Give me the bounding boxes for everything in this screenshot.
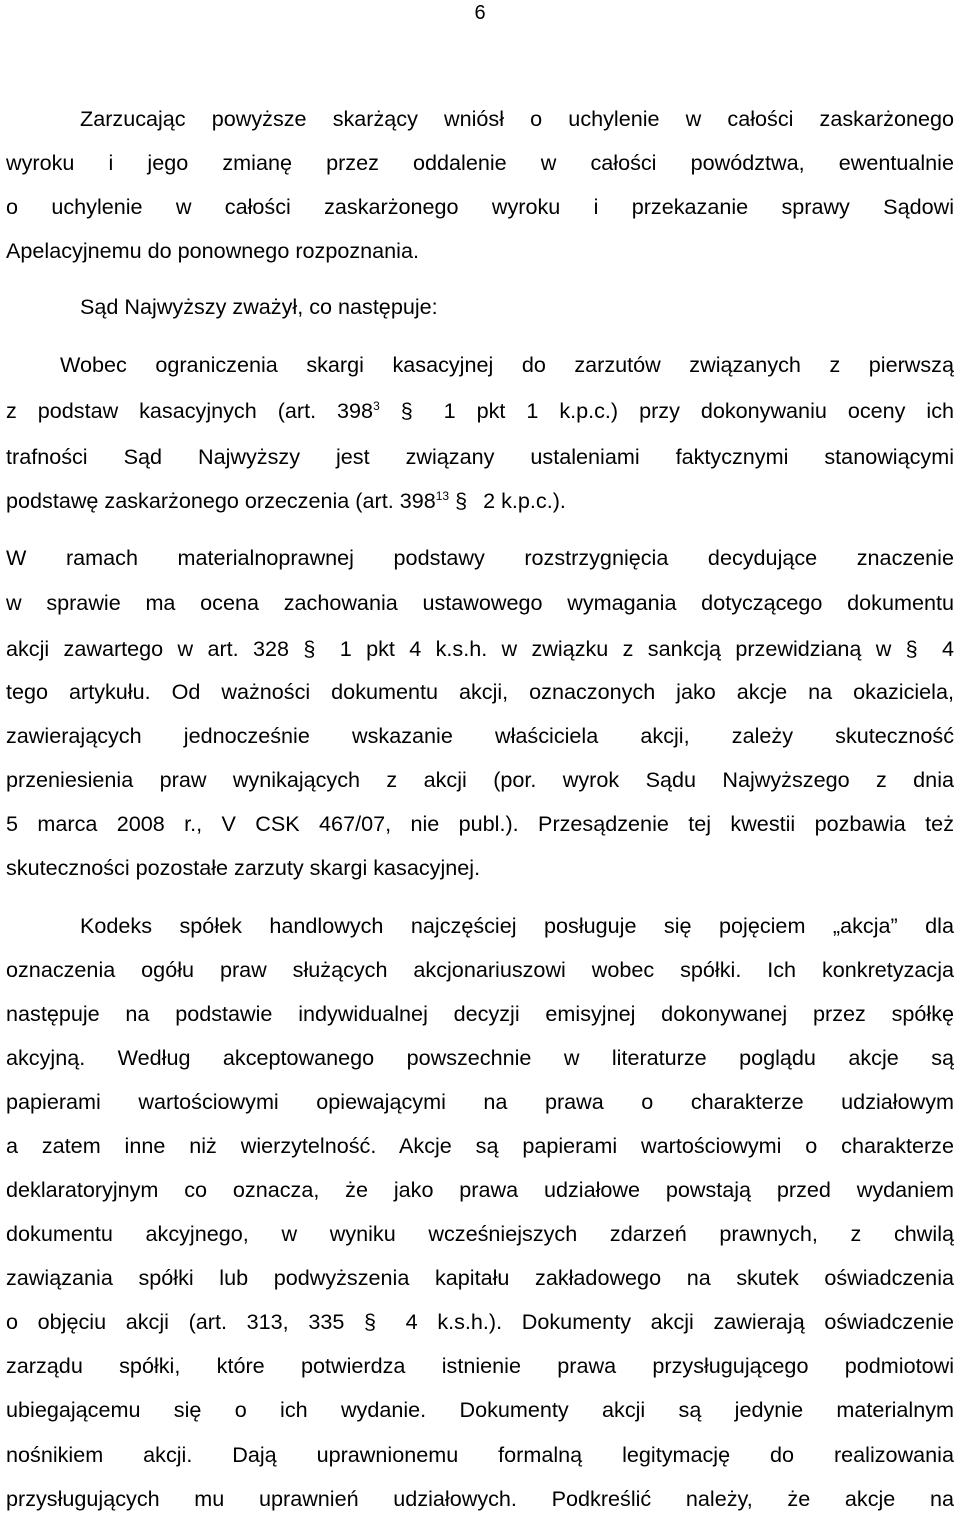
text-line: W ramach materialnoprawnej podstawy rozstrzygnięcia decydujące znaczenie <box>6 545 954 570</box>
text-line: przeniesienia praw wynikających z akcji (por. wyrok Sądu Najwyższego z dnia <box>6 767 954 792</box>
text-line: nośnikiem akcji. Dają uprawnionemu formalną legitymację do realizowania <box>6 1442 954 1467</box>
section-sign-icon: § <box>400 398 413 423</box>
text-line: Zarzucając powyższe skarżący wniósł o uchylenie w całości zaskarżonego <box>80 106 954 131</box>
text-line: w sprawie ma ocena zachowania ustawowego wymagania dotyczącego dokumentu <box>6 590 954 615</box>
text-line: oznaczenia ogółu praw służących akcjonariuszowi wobec spółki. Ich konkretyzacja <box>6 957 954 982</box>
text-line: zawiązania spółki lub podwyższenia kapitału zakładowego na skutek oświadczenia <box>6 1265 954 1290</box>
text-line: ubiegającemu się o ich wydanie. Dokumenty akcji są jedynie materialnym <box>6 1397 954 1422</box>
text-line: Kodeks spółek handlowych najczęściej posługuje się pojęciem „akcja” dla <box>80 913 954 938</box>
text-line: dokumentu akcyjnego, w wyniku wcześniejszych zdarzeń prawnych, z chwilą <box>6 1221 954 1246</box>
text-line: Apelacyjnemu do ponownego rozpoznania. <box>6 238 419 263</box>
section-heading: Sąd Najwyższy zważył, co następuje: <box>80 294 438 319</box>
text-line: trafności Sąd Najwyższy jest związany ustaleniami faktycznymi stanowiącymi <box>6 444 954 469</box>
text-line: przysługujących mu uprawnień udziałowych. Podkreślić należy, że akcje na <box>6 1486 954 1511</box>
text-line: o objęciu akcji (art. 313, 335 § 4 k.s.h.). Dokumenty akcji zawierają oświadczenie <box>6 1309 955 1334</box>
text-line: następuje na podstawie indywidualnej decyzji emisyjnej dokonywanej przez spółkę <box>6 1001 954 1026</box>
text-line: papierami wartościowymi opiewającymi na prawa o charakterze udziałowym <box>6 1089 954 1114</box>
text-line: wyroku i jego zmianę przez oddalenie w całości powództwa, ewentualnie <box>6 150 954 175</box>
section-sign-icon: § <box>303 636 316 661</box>
text-line: akcyjną. Według akceptowanego powszechnie w literaturze poglądu akcje są <box>6 1045 954 1070</box>
text-line: zawierających jednocześnie wskazanie właściciela akcji, zależy skuteczność <box>6 723 954 748</box>
text-line: z podstaw kasacyjnych (art. $398^3$ § 1 pkt 1 k.p.c.) przy dokonywaniu oceny ich <box>6 398 954 423</box>
text-line: a zatem inne niż wierzytelność. Akcje są papierami wartościowymi o charakterze <box>6 1133 954 1158</box>
text-line: Wobec ograniczenia skargi kasacyjnej do zarzutów związanych z pierwszą <box>60 352 954 377</box>
section-sign-icon: § <box>455 488 468 513</box>
text-line: tego artykułu. Od ważności dokumentu akcji, oznaczonych jako akcje na okaziciela, <box>6 679 954 704</box>
text-line: deklaratoryjnym co oznacza, że jako prawa udziałowe powstają przed wydaniem <box>6 1177 954 1202</box>
text-line: zarządu spółki, które potwierdza istnienie prawa przysługującego podmiotowi <box>6 1353 954 1378</box>
page-number: 6 <box>474 2 486 24</box>
text-line: 5 marca 2008 r., V CSK 467/07, nie publ.). Przesądzenie tej kwestii pozbawia też <box>6 811 954 836</box>
section-sign-icon: § <box>905 636 918 661</box>
text-line: podstawę zaskarżonego orzeczenia (art. $398^{13}$ § 2 k.p.c.). <box>6 488 566 513</box>
text-line: akcji zawartego w art. 328 § 1 pkt 4 k.s.h. w związku z sankcją przewidzianą w § 4 <box>6 636 955 661</box>
text-line: o uchylenie w całości zaskarżonego wyroku i przekazanie sprawy Sądowi <box>6 194 954 219</box>
text-line: skuteczności pozostałe zarzuty skargi kasacyjnej. <box>6 855 481 880</box>
section-sign-icon: § <box>364 1309 377 1334</box>
